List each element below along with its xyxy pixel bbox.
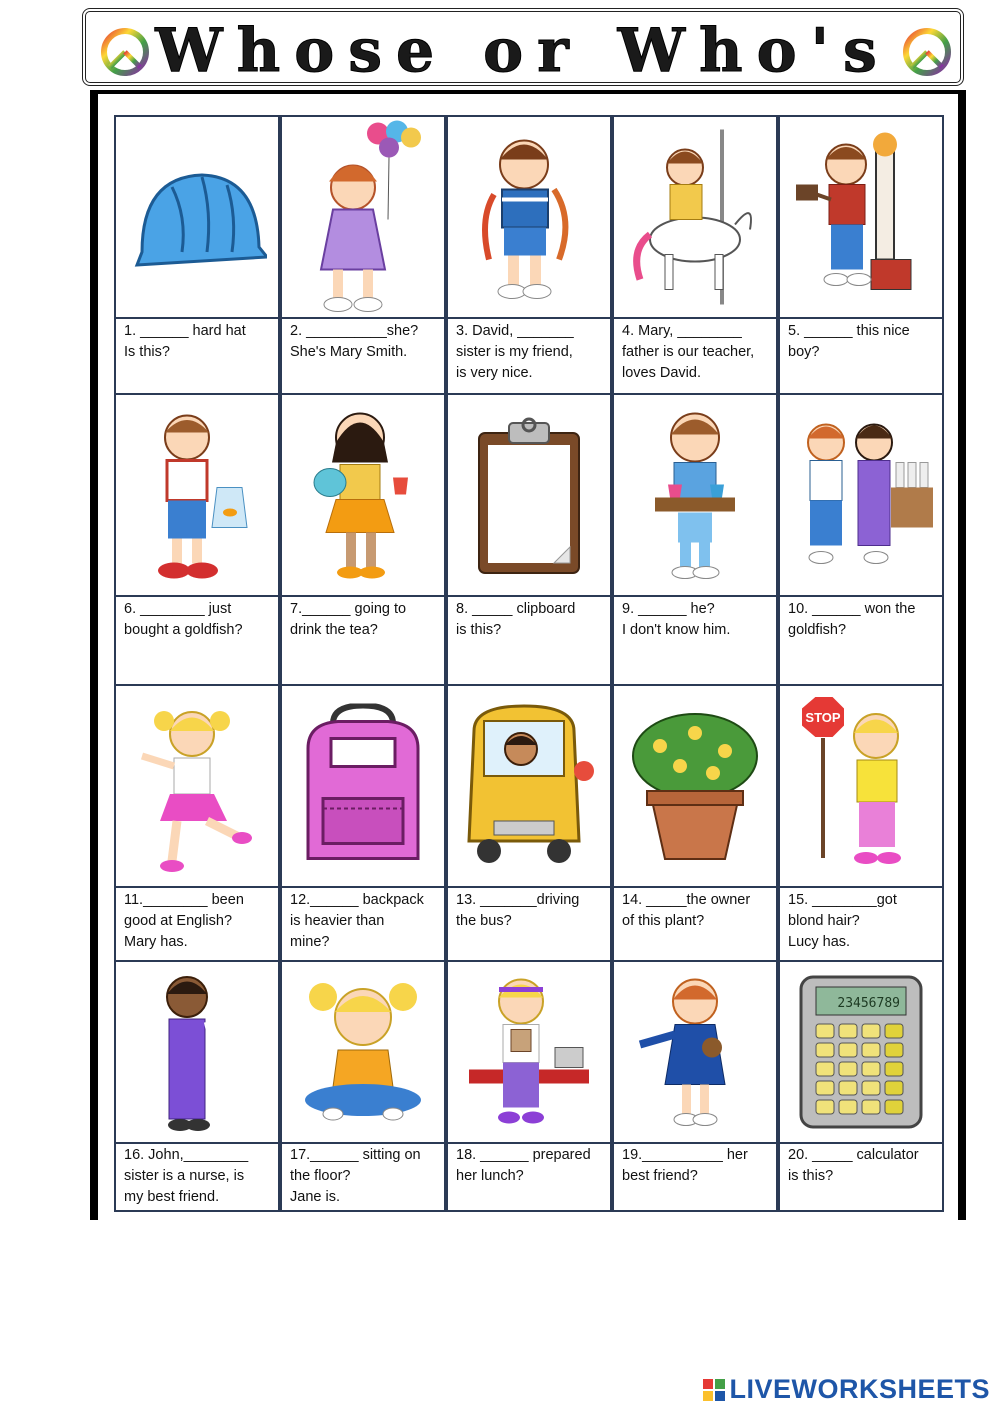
question-text: 8. _____ clipboard is this? bbox=[456, 601, 576, 638]
worksheet-cell-14 bbox=[612, 684, 778, 962]
worksheet-cell-20 bbox=[778, 960, 944, 1212]
worksheet-row bbox=[114, 684, 948, 962]
worksheet-cell-3 bbox=[446, 115, 612, 395]
question-text: 7.______ going to drink the tea? bbox=[290, 601, 407, 638]
calculator-key bbox=[839, 1062, 857, 1076]
question-text: 6. ________ just bought a goldfish? bbox=[124, 601, 243, 638]
picture-box bbox=[780, 962, 942, 1144]
question-text: 4. Mary, ________ father is our teacher, loves David. bbox=[622, 323, 755, 381]
worksheet-row bbox=[114, 115, 948, 395]
frame-right-border bbox=[958, 90, 966, 1220]
calculator-key bbox=[862, 1081, 880, 1095]
worksheet-cell-2 bbox=[280, 115, 446, 395]
question-text: 3. David, _______ sister is my friend, is very nice. bbox=[456, 323, 574, 381]
calculator-key bbox=[885, 1062, 903, 1076]
picture-box bbox=[282, 686, 444, 888]
worksheet-cell-16 bbox=[114, 960, 280, 1212]
calculator-key bbox=[862, 1043, 880, 1057]
girl-with-balloons-icon bbox=[293, 120, 433, 315]
calculator-key bbox=[885, 1024, 903, 1038]
question-text: 5. ______ this nice boy? bbox=[788, 323, 910, 360]
worksheet-row bbox=[114, 960, 948, 1212]
boy-with-hammer-icon bbox=[791, 130, 931, 305]
boy-with-goldfish-icon bbox=[132, 403, 262, 588]
svg-text:STOP: STOP bbox=[805, 710, 841, 725]
calculator-key bbox=[862, 1024, 880, 1038]
title-banner bbox=[82, 8, 964, 86]
calculator-display: 23456789 bbox=[837, 996, 900, 1011]
picture-box bbox=[780, 686, 942, 888]
girl-eating-lunch-icon bbox=[459, 970, 599, 1135]
picture-box bbox=[614, 686, 776, 888]
worksheet-cell-17 bbox=[280, 960, 446, 1212]
worksheet-cell-4 bbox=[612, 115, 778, 395]
boy-in-overalls-icon bbox=[132, 967, 262, 1137]
worksheet-cell-11 bbox=[114, 684, 280, 962]
girl-with-teddy-icon bbox=[630, 970, 760, 1135]
picture-box bbox=[282, 117, 444, 319]
picture-box bbox=[116, 395, 278, 597]
calculator-key bbox=[816, 1043, 834, 1057]
question-text: 18. ______ prepared her lunch? bbox=[456, 1147, 591, 1184]
question-text: 17.______ sitting on the floor? Jane is. bbox=[290, 1147, 421, 1205]
picture-box bbox=[614, 395, 776, 597]
girl-on-pony-icon bbox=[625, 130, 765, 305]
calculator-key bbox=[816, 1100, 834, 1114]
calculator-key bbox=[816, 1062, 834, 1076]
frame-left-border bbox=[90, 90, 98, 1220]
calculator-key bbox=[839, 1100, 857, 1114]
question-text: 9. ______ he? I don't know him. bbox=[622, 601, 731, 638]
worksheet-cell-19 bbox=[612, 960, 778, 1212]
girl-with-teapot-icon bbox=[298, 403, 428, 588]
worksheet-cell-15 bbox=[778, 684, 944, 962]
picture-box bbox=[448, 117, 610, 319]
worksheet-cell-10 bbox=[778, 393, 944, 686]
question-text: 2. __________she? She's Mary Smith. bbox=[290, 323, 419, 360]
question-text: 19.__________ her best friend? bbox=[622, 1147, 748, 1184]
liveworksheets-logo bbox=[703, 1374, 990, 1405]
calculator-key bbox=[885, 1043, 903, 1057]
calculator-key bbox=[839, 1024, 857, 1038]
girl-sitting-icon bbox=[293, 972, 433, 1132]
worksheet-cell-5 bbox=[778, 115, 944, 395]
frame-top-border bbox=[90, 90, 966, 94]
calculator-key bbox=[816, 1081, 834, 1095]
peace-sign-icon bbox=[902, 27, 952, 77]
question-text: 13. _______driving the bus? bbox=[456, 892, 580, 929]
worksheet-cell-13 bbox=[446, 684, 612, 962]
question-text: 20. _____ calculator is this? bbox=[788, 1147, 919, 1184]
girl-with-stop-sign-icon bbox=[791, 696, 931, 876]
calculator-key bbox=[885, 1081, 903, 1095]
blue-hard-hat-icon bbox=[127, 157, 267, 277]
picture-box bbox=[780, 395, 942, 597]
worksheet-cell-9 bbox=[612, 393, 778, 686]
calculator-key bbox=[839, 1043, 857, 1057]
dancing-girl-icon bbox=[132, 696, 262, 876]
question-text: 14. _____the owner of this plant? bbox=[622, 892, 751, 929]
calculator-key bbox=[816, 1024, 834, 1038]
worksheet-cell-1 bbox=[114, 115, 280, 395]
boy-driving-bus-icon bbox=[459, 701, 599, 871]
picture-box bbox=[448, 686, 610, 888]
worksheet-cell-8 bbox=[446, 393, 612, 686]
two-kids-at-fair-icon bbox=[786, 403, 936, 588]
picture-box bbox=[282, 962, 444, 1144]
worksheet-row bbox=[114, 393, 948, 686]
calculator-key bbox=[862, 1100, 880, 1114]
question-text: 1. ______ hard hat Is this? bbox=[124, 323, 246, 360]
picture-box bbox=[448, 962, 610, 1144]
picture-box bbox=[282, 395, 444, 597]
page-title: Whose or Who's bbox=[155, 16, 891, 86]
calculator-key bbox=[885, 1100, 903, 1114]
liveworksheets-badge-icon bbox=[703, 1379, 725, 1401]
boy-with-ribbon-icon bbox=[464, 130, 594, 305]
flower-pot-icon bbox=[625, 711, 765, 861]
clipboard-icon bbox=[474, 415, 584, 575]
boy-with-cups-icon bbox=[630, 403, 760, 588]
calculator-key bbox=[839, 1081, 857, 1095]
worksheet-cell-6 bbox=[114, 393, 280, 686]
picture-box bbox=[116, 686, 278, 888]
question-text: 16. John,________ sister is a nurse, is my best friend. bbox=[124, 1147, 249, 1205]
picture-box bbox=[614, 962, 776, 1144]
question-text: 12.______ backpack is heavier than mine? bbox=[290, 892, 424, 950]
pink-backpack-icon bbox=[293, 704, 433, 869]
worksheet-cell-7 bbox=[280, 393, 446, 686]
picture-box bbox=[448, 395, 610, 597]
question-text: 11.________ been good at English? Mary has. bbox=[124, 892, 244, 950]
question-text: 15. ________got blond hair? Lucy has. bbox=[788, 892, 897, 950]
picture-box bbox=[116, 117, 278, 319]
picture-box bbox=[116, 962, 278, 1144]
calculator-key bbox=[862, 1062, 880, 1076]
brand-name: LIVEWORKSHEETS bbox=[729, 1374, 990, 1404]
calculator-icon bbox=[796, 972, 926, 1132]
picture-box bbox=[780, 117, 942, 319]
worksheet-cell-12 bbox=[280, 684, 446, 962]
worksheet-cell-18 bbox=[446, 960, 612, 1212]
question-text: 10. ______ won the goldfish? bbox=[788, 601, 916, 638]
picture-box bbox=[614, 117, 776, 319]
